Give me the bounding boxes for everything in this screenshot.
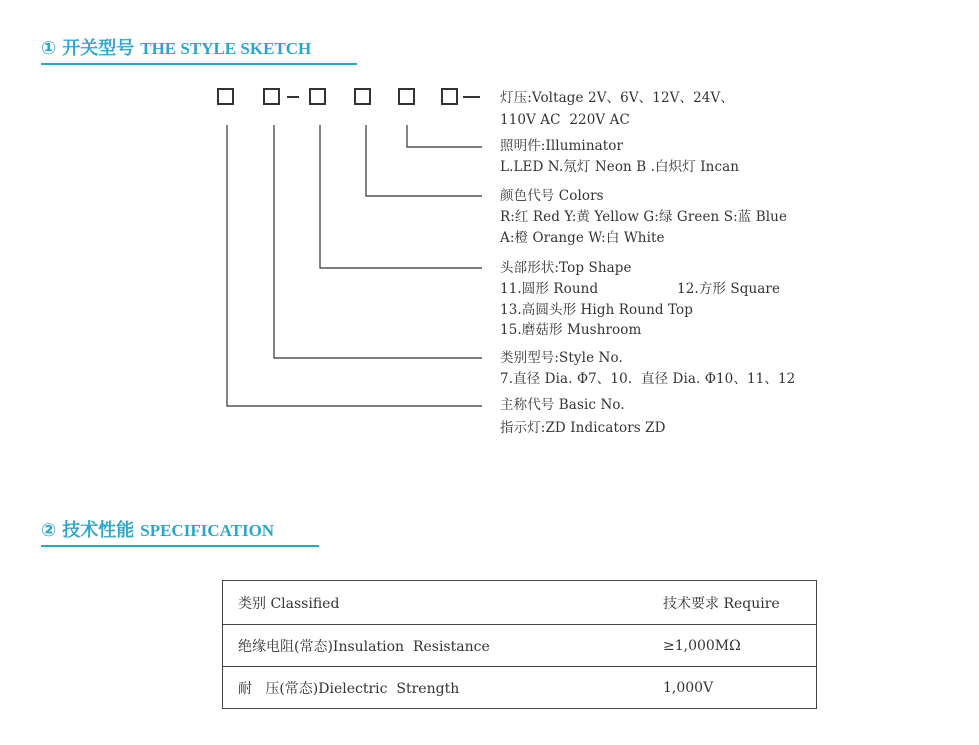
- section-underline: [41, 545, 319, 547]
- row-require: ≥1,000MΩ: [663, 637, 741, 654]
- style-line-1: 类别型号:Style No.: [500, 350, 623, 366]
- table-row: [223, 624, 816, 666]
- shape-line-4: 15.磨菇形 Mushroom: [500, 322, 642, 338]
- section-number: ①: [41, 38, 57, 59]
- table-row: [223, 666, 816, 708]
- connector-style: [274, 125, 482, 358]
- shape-line-2b: 12.方形 Square: [677, 281, 781, 297]
- shape-line-1: 头部形状:Top Shape: [500, 260, 632, 276]
- table-header-row: [223, 581, 816, 624]
- spec-table: [222, 580, 817, 709]
- connector-colors: [366, 125, 482, 196]
- header-require: 技术要求 Require: [663, 595, 780, 612]
- row-classified: 耐 压(常态)Dielectric Strength: [238, 680, 460, 697]
- section-heading-specification: [41, 516, 274, 544]
- section-title-en: SPECIFICATION: [140, 521, 275, 540]
- colors-line-3: A:橙 Orange W:白 White: [500, 230, 665, 246]
- section-title-en: THE STYLE SKETCH: [140, 39, 312, 58]
- section-number: ②: [41, 520, 57, 541]
- colors-line-2: R:红 Red Y:黄 Yellow G:绿 Green S:蓝 Blue: [500, 209, 788, 225]
- connector-illuminator: [407, 125, 482, 147]
- basic-line-2: 指示灯:ZD Indicators ZD: [500, 420, 666, 436]
- section-title-cn: 开关型号: [62, 38, 135, 59]
- connector-basic: [227, 125, 482, 406]
- row-classified: 绝缘电阻(常态)Insulation Resistance: [238, 638, 490, 655]
- basic-line-1: 主称代号 Basic No.: [500, 397, 625, 413]
- header-classified: 类别 Classified: [238, 595, 340, 612]
- illuminator-line-1: 照明件:Illuminator: [500, 138, 624, 154]
- colors-line-1: 颜色代号 Colors: [500, 188, 604, 204]
- style-line-2: 7.直径 Dia. Φ7、10. 直径 Dia. Φ10、11、12: [500, 371, 796, 387]
- voltage-line-2: 110V AC 220V AC: [500, 112, 630, 128]
- shape-line-2a: 11.圆形 Round: [500, 281, 599, 297]
- row-require: 1,000V: [663, 679, 714, 696]
- shape-line-3: 13.高圆头形 High Round Top: [500, 302, 694, 318]
- illuminator-line-2: L.LED N.氖灯 Neon B .白炽灯 Incan: [500, 159, 740, 175]
- section-title-cn: 技术性能: [62, 520, 135, 541]
- voltage-line-1: 灯压:Voltage 2V、6V、12V、24V、: [500, 90, 734, 106]
